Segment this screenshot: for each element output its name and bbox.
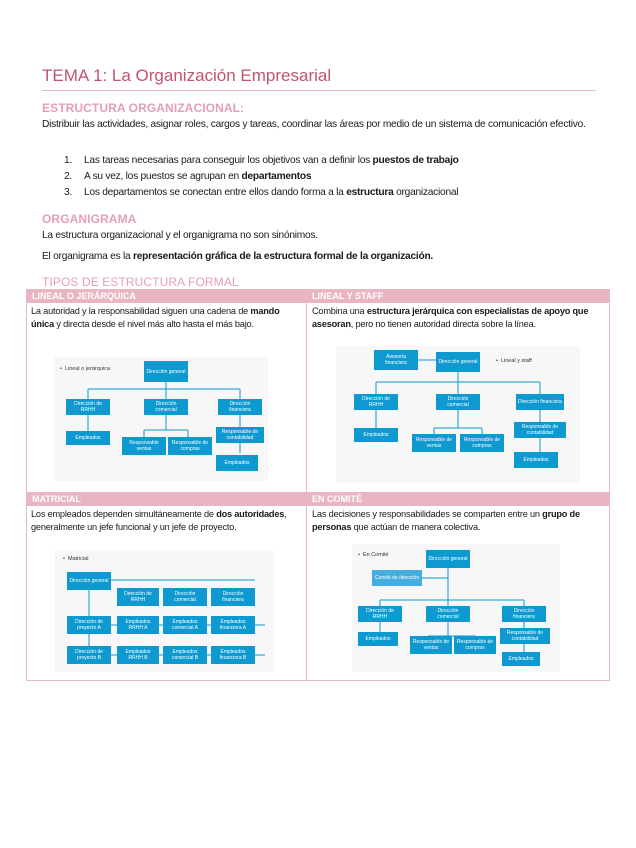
org-box: Empleados financiera A	[211, 616, 255, 634]
cell-header-lineal: LINEAL O JERÁRQUICA	[27, 290, 306, 303]
org-box: Dirección general	[144, 361, 188, 382]
org-box: Empleados	[66, 431, 110, 445]
table-divider	[306, 289, 307, 681]
title-divider	[42, 90, 596, 91]
org-box: Dirección de RRHH	[354, 394, 398, 410]
cell-header-comite: EN COMITÉ	[307, 493, 609, 506]
cell-text-staff: Combina una estructura jerárquica con especialistas de apoyo que asesoran, pero no tienen autoridad directa sobre la línea.	[312, 306, 589, 329]
org-box: Asesoría financiera	[374, 350, 418, 370]
list-item: 3. Los departamentos se conectan entre ellos dando forma a la estructura organizacional	[64, 187, 459, 198]
org-box: Empleados	[514, 452, 558, 468]
org-box: Empleados	[216, 455, 258, 471]
org-box: Empleados	[502, 652, 540, 666]
org-box: Dirección financiera	[516, 394, 564, 410]
org-box: Empleados RRHH A	[117, 616, 159, 634]
org-box: Responsable de compras	[460, 434, 504, 452]
org-box: Dirección general	[436, 352, 480, 372]
organigrama-text-1: La estructura organizacional y el organigrama no son sinónimos.	[42, 230, 318, 241]
cell-header-staff: LINEAL Y STAFF	[307, 290, 609, 303]
org-box: Empleados	[358, 632, 398, 646]
heading-tipos: TIPOS DE ESTRUCTURA FORMAL	[42, 275, 239, 289]
diagram-lineal	[54, 357, 268, 481]
org-box: Responsable de ventas	[412, 434, 456, 452]
diagram-matricial	[55, 550, 274, 672]
org-box: Dirección comercial	[426, 606, 470, 622]
org-box: Dirección financiera	[218, 399, 262, 415]
cell-text-lineal: La autoridad y la responsabilidad siguen una cadena de mando única y directa desde el nivel más alto hasta el más bajo.	[31, 306, 280, 329]
org-box: Dirección financiera	[211, 588, 255, 606]
cell-text-comite: Las decisiones y responsabilidades se comparten entre un grupo de personas que actúan de manera colectiva.	[312, 509, 580, 532]
cell-header-matricial: MATRICIAL	[27, 493, 306, 506]
org-box: Responsable ventas	[122, 437, 166, 455]
org-box: Empleados RRHH B	[117, 646, 159, 664]
org-box: Responsable de contabilidad	[514, 422, 566, 438]
heading-estructura: ESTRUCTURA ORGANIZACIONAL:	[42, 101, 245, 115]
org-box: Dirección de proyecto B	[67, 646, 111, 664]
diagram-staff	[336, 346, 580, 483]
diagram-lineal-label: • Lineal o jerárquica	[60, 366, 110, 372]
org-box: Dirección de RRHH	[66, 399, 110, 415]
diagram-comite	[352, 544, 560, 672]
org-box: Responsable de contabilidad	[500, 628, 550, 644]
org-box: Dirección financiera	[502, 606, 546, 622]
org-box: Responsable de compras	[168, 437, 212, 455]
org-box: Dirección comercial	[144, 399, 188, 415]
org-box: Dirección general	[426, 550, 470, 568]
diagram-comite-label: • En Comité	[358, 552, 389, 558]
list-item: 1. Las tareas necesarias para conseguir los objetivos van a definir los puestos de trabajo	[64, 155, 459, 166]
diagram-staff-label: • Lineal y staff	[496, 358, 532, 364]
org-box: Responsable de compras	[454, 636, 496, 654]
org-box: Dirección de RRHH	[117, 588, 159, 606]
org-box: Empleados comercial B	[163, 646, 207, 664]
org-box: Dirección de RRHH	[358, 606, 402, 622]
heading-organigrama: ORGANIGRAMA	[42, 212, 137, 226]
org-box: Empleados	[354, 428, 398, 442]
list-item: 2. A su vez, los puestos se agrupan en departamentos	[64, 171, 312, 182]
org-box: Responsable de ventas	[410, 636, 452, 654]
org-box: Empleados financiera B	[211, 646, 255, 664]
cell-text-matricial: Los empleados dependen simultáneamente de dos autoridades, generalmente un jefe funcional y un jefe de proyecto.	[31, 509, 287, 532]
org-box: Comité de dirección	[372, 570, 422, 586]
org-box: Dirección general	[67, 572, 111, 590]
org-box: Dirección comercial	[163, 588, 207, 606]
org-box: Empleados comercial A	[163, 616, 207, 634]
page-title: TEMA 1: La Organización Empresarial	[42, 66, 332, 85]
org-box: Dirección comercial	[436, 394, 480, 410]
org-box: Dirección de proyecto A	[67, 616, 111, 634]
estructura-text: Distribuir las actividades, asignar roles, cargos y tareas, coordinar las áreas por medio de un sistema de comunicación efectivo.	[42, 119, 586, 130]
estructura-list	[64, 153, 584, 201]
org-box: Responsable de contabilidad	[216, 427, 264, 443]
organigrama-text-2: El organigrama es la representación gráfica de la estructura formal de la organización.	[42, 251, 433, 262]
diagram-matricial-label: • Matricial	[63, 556, 88, 562]
